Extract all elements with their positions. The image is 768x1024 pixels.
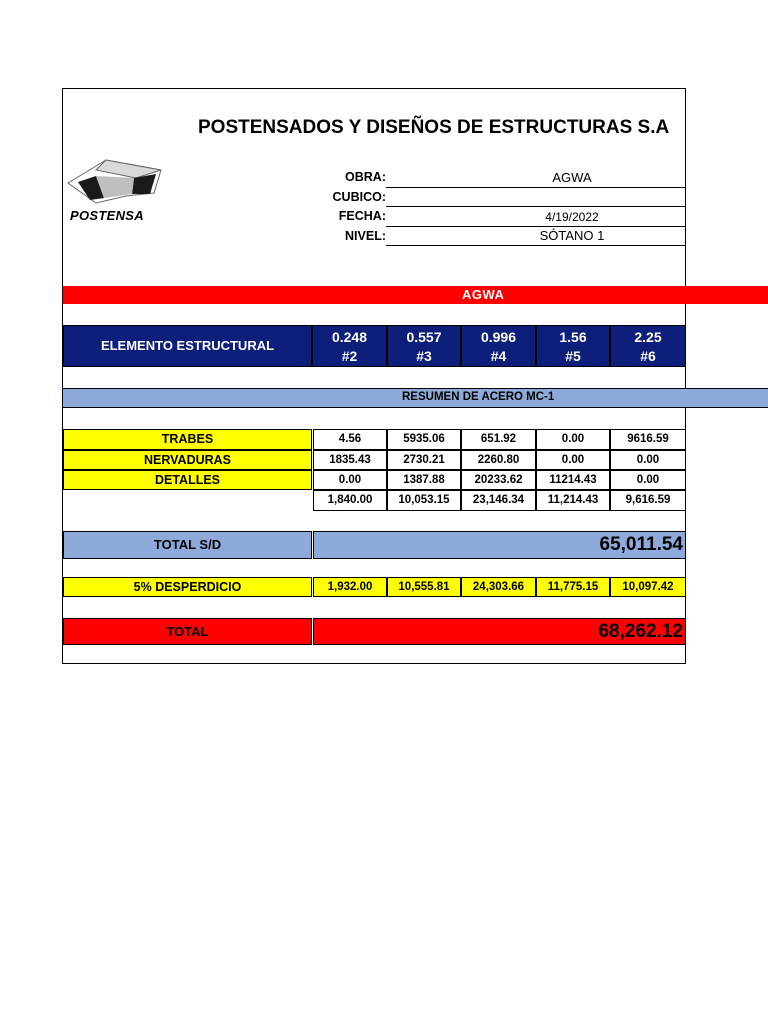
table-cell: 1387.88 xyxy=(387,470,461,490)
project-band-text: AGWA xyxy=(462,287,505,302)
size-header-5 xyxy=(536,325,610,367)
table-cell: 4.56 xyxy=(313,429,387,450)
fecha-value: 4/19/2022 xyxy=(545,210,599,224)
document-title xyxy=(63,112,685,144)
size-weight: 1.56 xyxy=(559,329,587,345)
table-cell: 9616.59 xyxy=(610,429,686,450)
size-weight: 0.248 xyxy=(331,329,368,345)
table-cell: 11214.43 xyxy=(536,470,610,490)
nivel-value: SÓTANO 1 xyxy=(539,228,605,243)
size-weight: 0.557 xyxy=(406,329,442,345)
table-cell: 5935.06 xyxy=(387,429,461,450)
size-bar: #3 xyxy=(416,348,432,364)
size-header-4 xyxy=(461,325,536,367)
row-label-detalles: DETALLES xyxy=(63,470,312,490)
fecha-label: FECHA: xyxy=(338,209,386,223)
obra-label: OBRA: xyxy=(345,170,386,184)
size-bar: #4 xyxy=(490,348,507,364)
size-header-2 xyxy=(312,325,387,367)
total-sd-value: 65,011.54 xyxy=(313,531,686,559)
summary-band xyxy=(63,388,768,408)
table-cell: 2730.21 xyxy=(387,450,461,470)
subtotal-cell: 1,840.00 xyxy=(313,490,387,511)
table-cell: 0.00 xyxy=(610,470,686,490)
waste-cell: 10,555.81 xyxy=(387,577,461,597)
size-header-6 xyxy=(610,325,686,367)
waste-cell: 1,932.00 xyxy=(313,577,387,597)
size-bar: #2 xyxy=(341,348,358,364)
summary-title: RESUMEN DE ACERO MC-1 xyxy=(402,391,555,403)
total-sd-label: TOTAL S/D xyxy=(63,531,312,559)
waste-cell: 11,775.15 xyxy=(536,577,610,597)
size-bar: #5 xyxy=(565,348,581,364)
logo-text: POSTENSA xyxy=(70,208,144,223)
document-title-text: POSTENSADOS Y DISEÑOS DE ESTRUCTURAS S.A xyxy=(198,117,670,138)
obra-underline xyxy=(386,187,686,188)
obra-value: AGWA xyxy=(552,170,592,185)
sheet-border-bottom xyxy=(62,663,686,664)
subtotal-cell: 23,146.34 xyxy=(461,490,536,511)
size-header-3 xyxy=(387,325,461,367)
subtotal-cell: 9,616.59 xyxy=(610,490,686,511)
waste-cell: 24,303.66 xyxy=(461,577,536,597)
row-label-trabes: TRABES xyxy=(63,429,312,450)
total-value: 68,262.12 xyxy=(313,618,686,645)
cubico-underline xyxy=(386,206,686,207)
table-cell: 20233.62 xyxy=(461,470,536,490)
elemento-estructural-header: ELEMENTO ESTRUCTURAL xyxy=(63,325,312,367)
table-cell: 0.00 xyxy=(536,429,610,450)
size-bar: #6 xyxy=(640,348,656,364)
table-cell: 2260.80 xyxy=(461,450,536,470)
size-weight: 2.25 xyxy=(634,329,662,345)
table-cell: 651.92 xyxy=(461,429,536,450)
size-weight: 0.996 xyxy=(480,329,517,345)
cubico-label: CUBICO: xyxy=(332,190,386,204)
subtotal-cell: 10,053.15 xyxy=(387,490,461,511)
nivel-underline xyxy=(386,245,686,246)
waste-cell: 10,097.42 xyxy=(610,577,686,597)
project-band xyxy=(63,286,768,304)
fecha-underline xyxy=(386,226,686,227)
table-cell: 0.00 xyxy=(536,450,610,470)
waste-label: 5% DESPERDICIO xyxy=(63,577,312,597)
table-cell: 0.00 xyxy=(610,450,686,470)
table-cell: 1835.43 xyxy=(313,450,387,470)
total-label: TOTAL xyxy=(63,618,312,645)
subtotal-cell: 11,214.43 xyxy=(536,490,610,511)
row-label-nervaduras: NERVADURAS xyxy=(63,450,312,470)
nivel-label: NIVEL: xyxy=(345,229,386,243)
table-cell: 0.00 xyxy=(313,470,387,490)
sheet-border-top xyxy=(62,88,686,89)
